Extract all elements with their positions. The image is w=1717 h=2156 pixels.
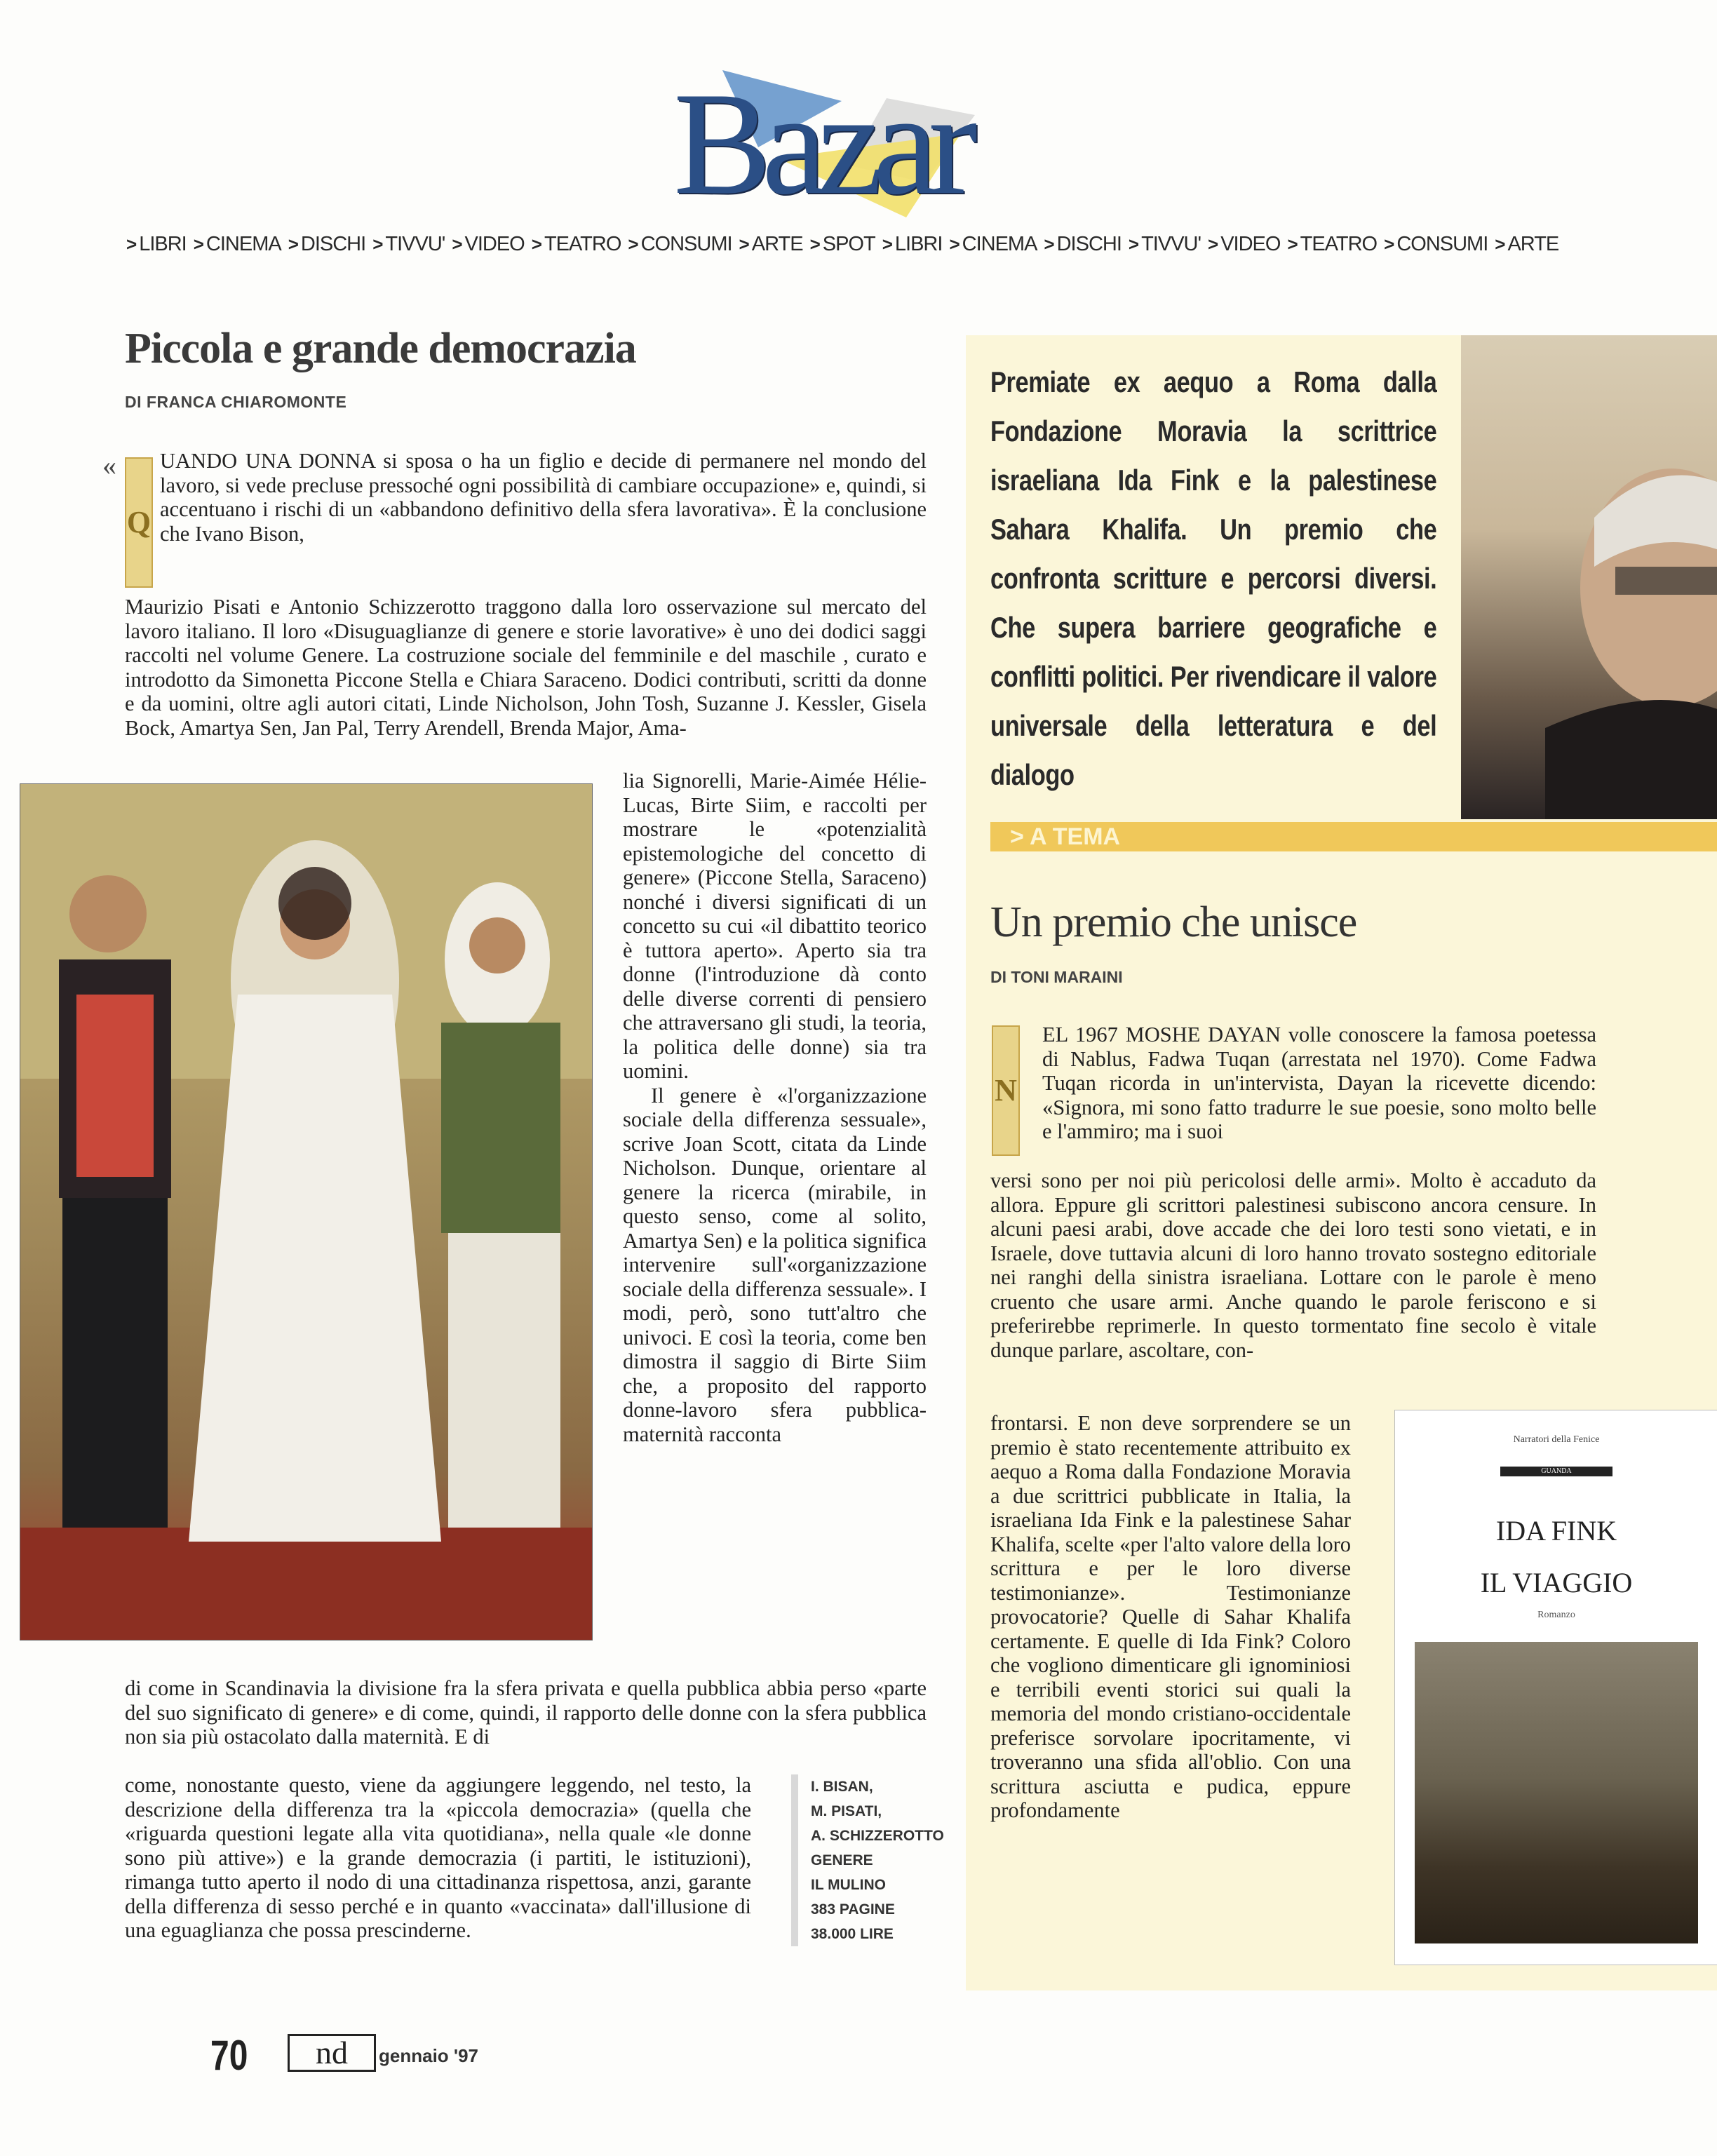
- logo-text: Bazar: [673, 62, 968, 225]
- nav-item[interactable]: [1287, 229, 1377, 260]
- issue-date: gennaio '97: [379, 2045, 478, 2066]
- nav-item[interactable]: [1044, 229, 1121, 260]
- nav-item[interactable]: [194, 229, 281, 260]
- credit-line: A. SCHIZZEROTTO: [811, 1828, 944, 1844]
- nav-item[interactable]: [739, 229, 803, 260]
- book-title: IL VIAGGIO: [1480, 1567, 1633, 1598]
- nav-item-label: DISCHI: [300, 232, 366, 255]
- book-author: IDA FINK: [1495, 1515, 1617, 1547]
- author-portrait: [1461, 335, 1717, 819]
- nav-item-label: TIVVU': [1141, 232, 1201, 255]
- chevron-right-icon: >: [1128, 233, 1139, 255]
- credit-line: I. BISAN,: [811, 1779, 873, 1795]
- left-article-paragraph: UANDO UNA DONNA si sposa o ha un figlio e decide di permanere nel mondo del lavoro, si vede precluse pressoché ogni possibilità di cambiare occupazione» e, quindi, si accentuano i rischi di un «abbandono definitivo della sfera lavorativa». È la conclusione che Ivano Bison,: [160, 449, 927, 546]
- article-intro: Premiate ex aequo a Roma dalla Fondazione Moravia la scrittrice israeliana Ida Fink e la palestinese Sahara Khalifa. Un premio che confronta scritture e percorsi diversi. Che supera barriere geografiche e conflitti politici. Per rivendicare il valore universale della letteratura e del dialogo: [990, 365, 1437, 791]
- credit-line: 383 PAGINE: [811, 1901, 895, 1918]
- opening-quote: «: [102, 450, 116, 481]
- nav-item-label: LIBRI: [894, 232, 943, 255]
- left-article-byline: DI FRANCA CHIAROMONTE: [125, 393, 347, 411]
- nav-item-label: CONSUMI: [1396, 232, 1488, 255]
- nav-item[interactable]: [372, 229, 445, 260]
- nav-item-label: ARTE: [1507, 232, 1559, 255]
- nav-item[interactable]: [1384, 229, 1488, 260]
- book-credits: [791, 1774, 944, 1946]
- chevron-right-icon: >: [452, 233, 462, 255]
- nav-item[interactable]: [288, 229, 365, 260]
- nav-item-label: LIBRI: [139, 232, 187, 255]
- nav-item[interactable]: [949, 229, 1037, 260]
- book-cover: [1394, 1410, 1717, 1965]
- credit-line: 38.000 LIRE: [811, 1926, 894, 1942]
- nav-item[interactable]: [1208, 229, 1280, 260]
- chevron-right-icon: >: [193, 233, 203, 255]
- nav-item-label: ARTE: [751, 232, 803, 255]
- nav-item[interactable]: [1495, 229, 1558, 260]
- chevron-right-icon: >: [126, 233, 137, 255]
- left-article-column: [623, 769, 927, 1446]
- chevron-right-icon: >: [288, 233, 298, 255]
- right-article-paragraph: frontarsi. E non deve sorprendere se un premio è stato recentemente attribuito ex aequo a Roma dalla Fondazione Moravia a due scrittrici pubblicate in Italia, la israeliana Ida Fink e la palestinese Sahar Khalifa, scelte «per l'alto valore della loro scrittura e per le loro diverse testimonianze». Testimonianze provocatorie? Quelle di Sahar Khalifa certamente. E quelle di Ida Fink? Coloro che vogliono dimenticare gli ignominiosi e terribili eventi storici sui quali la memoria del mondo cristiano-occidentale preferisce sorvolare ipocritamente, vi troveranno una sfida all'oblio. Con una scrittura asciutta e pudica, eppure profondamente: [990, 1411, 1351, 1822]
- nav-item[interactable]: [126, 229, 187, 260]
- nav-item-label: TEATRO: [544, 232, 621, 255]
- chevron-right-icon: >: [1495, 233, 1505, 255]
- bazar-logo: [673, 56, 1052, 231]
- credit-line: IL MULINO: [811, 1877, 886, 1893]
- left-article-title: Piccola e grande democrazia: [125, 325, 636, 372]
- page-number: 70: [210, 2032, 248, 2079]
- nav-item[interactable]: [452, 229, 524, 260]
- right-article-title: Un premio che unisce: [990, 898, 1357, 946]
- chevron-right-icon: >: [1044, 233, 1054, 255]
- nav-item[interactable]: [882, 229, 943, 260]
- chevron-right-icon: >: [1208, 233, 1218, 255]
- left-article-paragraph: Maurizio Pisati e Antonio Schizzerotto traggono dalla loro osservazione sul mercato del lavoro italiano. Il loro «Disuguaglianze di genere e storie lavorative» è uno dei dodici saggi raccolti nel volume Genere. La costruzione sociale del femminile e del maschile , curato e introdotto da Simonetta Piccone Stella e Chiara Saraceno. Dodici contributi, scritti da donne e da uomini, oltre agli autori citati, Linde Nicholson, John Tosh, Suzanne J. Kessler, Gisela Bock, Amartya Sen, Jan Pal, Terry Arendell, Brenda Major, Ama-: [125, 595, 927, 740]
- woman-figure: [441, 882, 560, 1528]
- chevron-right-icon: >: [809, 233, 820, 255]
- chevron-right-icon: >: [531, 233, 541, 255]
- chevron-right-icon: >: [882, 233, 892, 255]
- book-series: Narratori della Fenice: [1513, 1434, 1600, 1445]
- nav-item-label: TEATRO: [1300, 232, 1378, 255]
- right-article-paragraph: EL 1967 MOSHE DAYAN volle conoscere la famosa poetessa di Nablus, Fadwa Tuqan (arrestata nel 1970). Come Fadwa Tuqan ricorda in un'intervista, Dayan la ricevette dicendo: «Signora, mi sono fatto tradurre le sue poesie, sono molto belle e l'ammiro; ma i suoi: [1042, 1023, 1596, 1143]
- nav-item[interactable]: [810, 229, 875, 260]
- right-article-byline: DI TONI MARAINI: [990, 968, 1123, 986]
- chevron-right-icon: >: [1287, 233, 1298, 255]
- drop-cap: N: [992, 1025, 1020, 1156]
- left-article-paragraph: di come in Scandinavia la divisione fra la sfera privata e quella pubblica abbia perso «parte del suo significato di genere» e di come, quindi, il rapporto delle donne con la sfera pubblica non sia più ostacolato dalla maternità. E di: [125, 1676, 927, 1749]
- nav-item[interactable]: [1129, 229, 1201, 260]
- chevron-right-icon: >: [949, 233, 959, 255]
- chevron-right-icon: >: [372, 233, 383, 255]
- chevron-right-icon: >: [1384, 233, 1394, 255]
- nav-item-label: VIDEO: [464, 232, 525, 255]
- book-genre: Romanzo: [1537, 1610, 1575, 1620]
- nav-item-label: VIDEO: [1220, 232, 1281, 255]
- left-article-paragraph: come, nonostante questo, viene da aggiungere leggendo, nel testo, la descrizione della differenza tra la «piccola democrazia» (quella che «riguarda questioni legate alla vita quotidiana», nella quale «le donne sono più attive») e la grande democrazia (i partiti, le istituzioni), rimanga tutto aperto il nodo di una cittadinanza rispettosa, anzi, garante della differenza di sesso perché e in quanto «vaccinata» dall'illusione di una eguaglianza che possa prescinderne.: [125, 1773, 751, 1942]
- credit-line: M. PISATI,: [811, 1803, 882, 1819]
- credit-line: GENERE: [811, 1852, 873, 1868]
- chevron-right-icon: >: [739, 233, 749, 255]
- section-nav: [126, 229, 1613, 260]
- magazine-logo: nd: [288, 2034, 376, 2072]
- left-article-paragraph: Il genere è «l'organizzazione sociale della differenza sessuale», scrive Joan Scott, citata da Linde Nicholson. Dunque, orientare al genere la ricerca (mirabile, in questo senso, come al solito, Amartya Sen) e la politica significa intervenire sull'«organizzazione sociale della differenza sessuale». I modi, però, sono tutt'altro che univoci. E così la teoria, come ben dimostra il saggio di Birte Siim che, a proposito del rapporto donne-lavoro sfera pubblica-maternità racconta: [623, 1083, 927, 1446]
- nav-item-label: CINEMA: [962, 232, 1037, 255]
- nav-item-label: SPOT: [822, 232, 875, 255]
- book-publisher: GUANDA: [1500, 1467, 1612, 1476]
- chevron-right-icon: >: [628, 233, 638, 255]
- wedding-photo: [20, 783, 593, 1640]
- book-cover-art: [1415, 1642, 1698, 1943]
- nav-item-label: CONSUMI: [640, 232, 732, 255]
- nav-item-label: DISCHI: [1056, 232, 1122, 255]
- nav-item-label: CINEMA: [206, 232, 281, 255]
- nav-item[interactable]: [628, 229, 732, 260]
- left-article-paragraph: lia Signorelli, Marie-Aimée Hélie-Lucas, Birte Siim, e raccolti per mostrare le «potenzialità epistemologiche del concetto di genere» (Piccone Stella, Saraceno) nonché i diversi significati di un concetto su cui «il dibattito teorico è tuttora aperto». Aperto sia tra donne (l'introduzione dà conto delle diverse correnti di pensiero che attraversano gli studi, la teoria, la politica delle donne) sia tra uomini.: [623, 769, 927, 1083]
- nav-item-label: TIVVU': [385, 232, 445, 255]
- man-figure: [59, 875, 171, 1528]
- right-article-paragraph: versi sono per noi più pericolosi delle armi». Molto è accaduto da allora. Eppure gli scrittori palestinesi subiscono ancora censure. In alcuni paesi arabi, dove accade che dei loro testi sono vietati, e in Israele, dove tuttavia alcuni di loro hanno trovato sostegno editoriale nei ranghi della sinistra israeliana. Lottare con le parole è meno cruento che usare armi. Anche quando le parole feriscono e si preferirebbe reprimerle. In questo tormentato fine secolo è vitale dunque parlare, ascoltare, con-: [990, 1168, 1596, 1362]
- nav-item[interactable]: [532, 229, 621, 260]
- tema-label: > A TEMA: [1010, 823, 1121, 850]
- drop-cap: Q: [125, 457, 153, 588]
